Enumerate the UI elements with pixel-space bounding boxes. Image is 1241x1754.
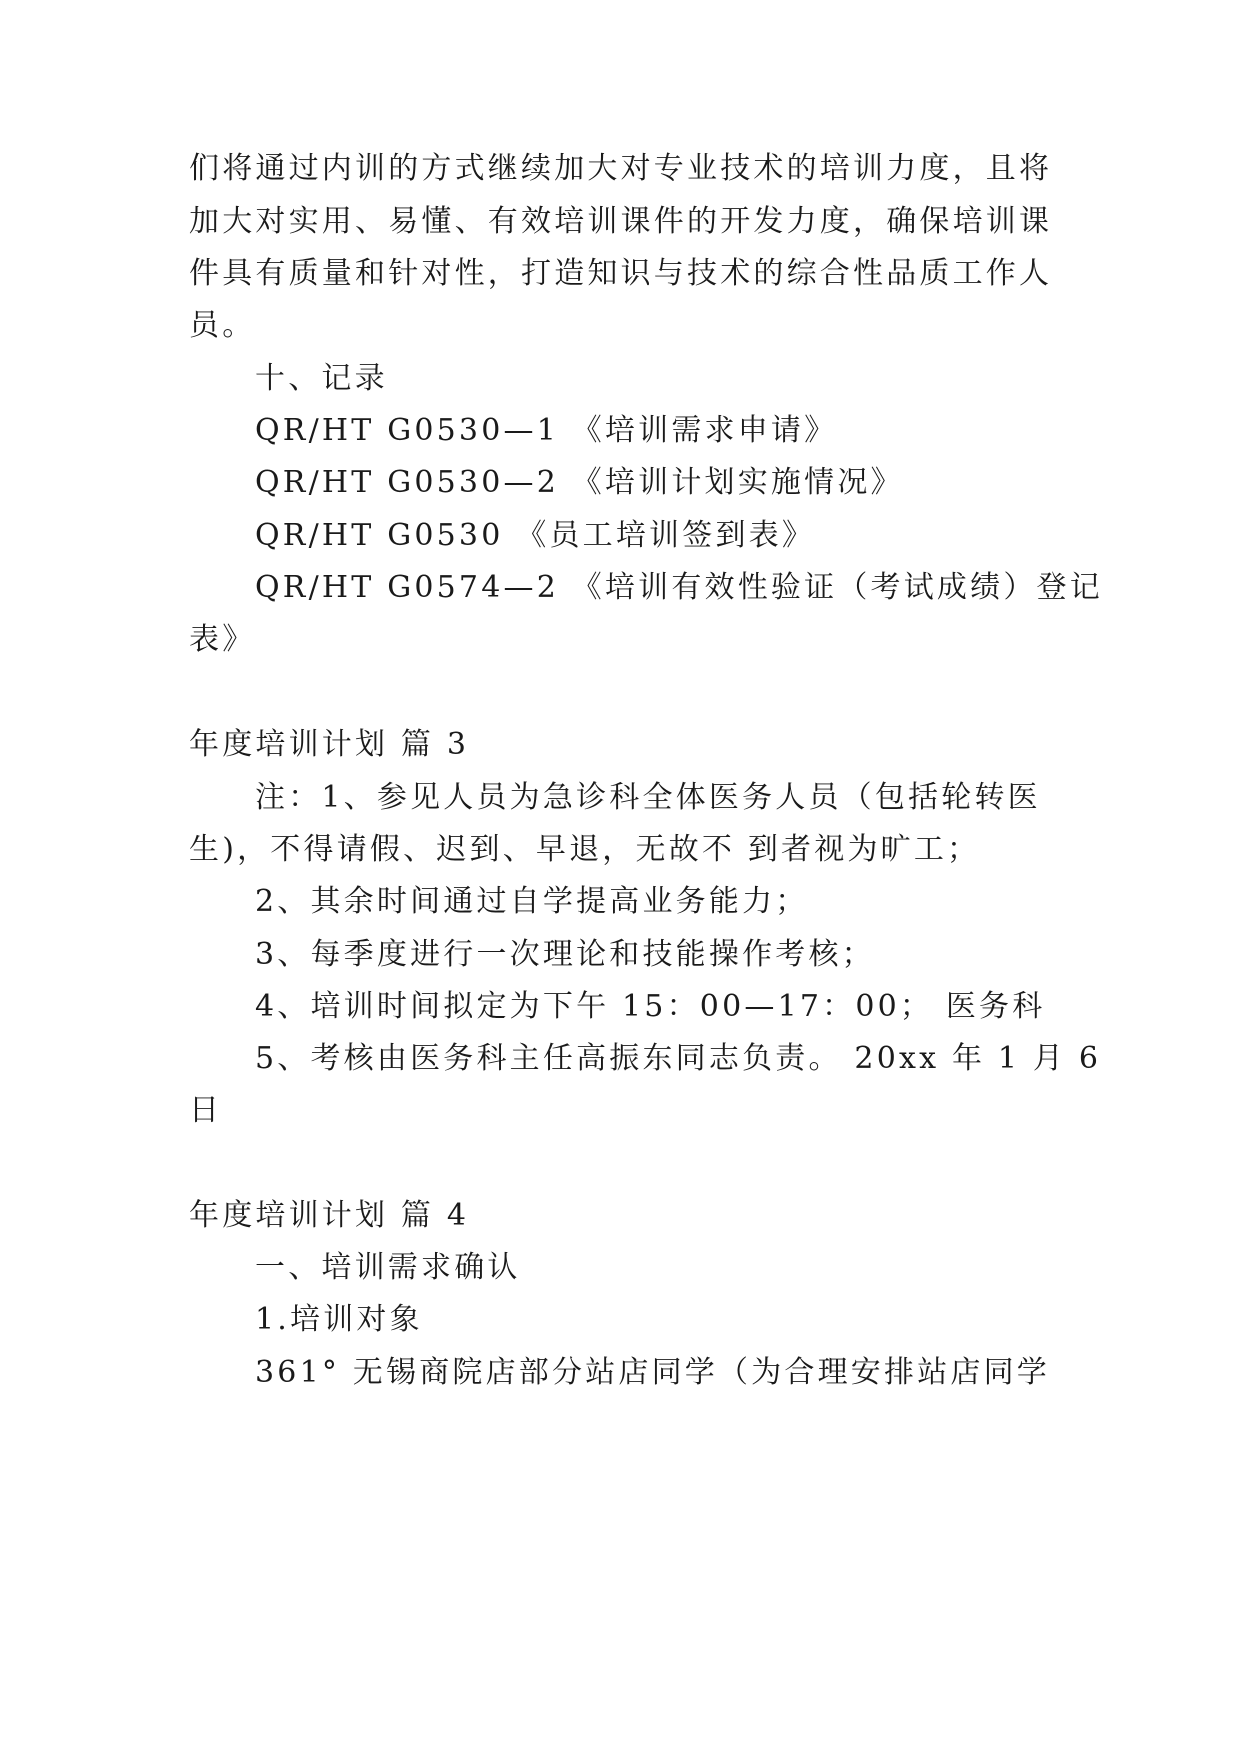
records-heading: 十、记录: [255, 361, 388, 396]
section-subheading: 1.培训对象: [255, 1302, 423, 1337]
record-item: QR/HT G0530—2 《培训计划实施情况》: [255, 465, 904, 500]
record-item: QR/HT G0530 《员工培训签到表》: [255, 518, 816, 553]
body-paragraph-line: 们将通过内训的方式继续加大对专业技术的培训力度，且将: [189, 151, 1053, 186]
note-line: 生)，不得请假、迟到、早退，无故不 到者视为旷工；: [189, 832, 981, 867]
body-paragraph-line: 361° 无锡商院店部分站店同学（为合理安排站店同学: [255, 1355, 1050, 1390]
note-line: 注：1、参见人员为急诊科全体医务人员（包括轮转医: [255, 780, 1041, 815]
section-title: 年度培训计划 篇 4: [189, 1198, 470, 1233]
note-line: 4、培训时间拟定为下午 15：00—17：00； 医务科: [255, 989, 1046, 1024]
note-line: 2、其余时间通过自学提高业务能力；: [255, 884, 809, 919]
section-title: 年度培训计划 篇 3: [189, 727, 470, 762]
body-paragraph-line: 加大对实用、易懂、有效培训课件的开发力度，确保培训课: [189, 204, 1053, 239]
note-line: 3、每季度进行一次理论和技能操作考核；: [255, 937, 875, 972]
record-item-continuation: 表》: [189, 622, 256, 657]
record-item: QR/HT G0530—1 《培训需求申请》: [255, 413, 838, 448]
body-paragraph-line: 员。: [189, 308, 256, 343]
note-line: 日: [189, 1093, 223, 1128]
body-paragraph-line: 件具有质量和针对性，打造知识与技术的综合性品质工作人: [189, 256, 1053, 291]
section-heading: 一、培训需求确认: [255, 1250, 521, 1285]
record-item: QR/HT G0574—2 《培训有效性验证（考试成绩）登记: [255, 570, 1103, 605]
note-line: 5、考核由医务科主任高振东同志负责。 20xx 年 1 月 6: [255, 1041, 1102, 1076]
